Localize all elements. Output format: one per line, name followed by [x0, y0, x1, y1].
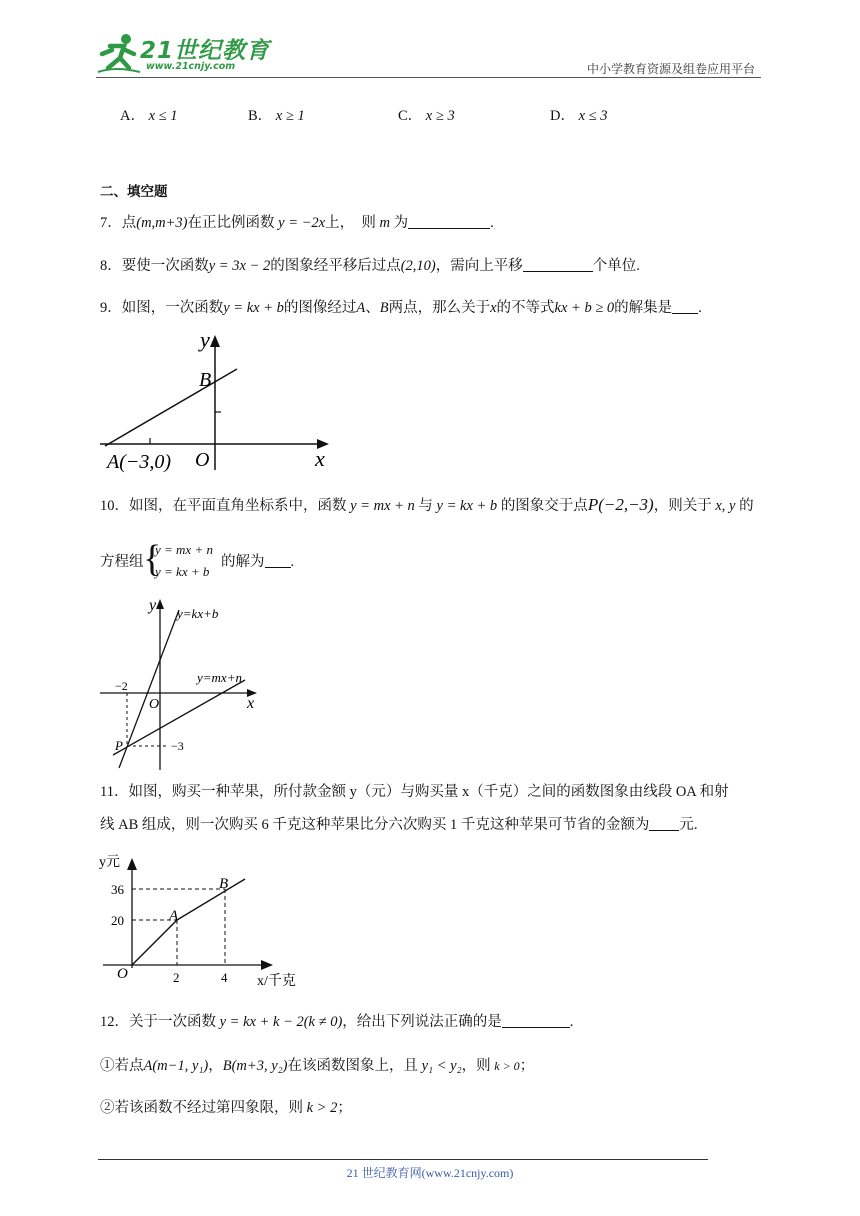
q9-label-b: B [199, 369, 212, 391]
q10-tail: 的解为 . [221, 554, 295, 570]
q11-label-y: y元 [99, 855, 120, 870]
logo-text: 21世纪教育 [140, 38, 271, 64]
q9-label-x: x [315, 446, 325, 471]
question-9: 9．如图，一次函数y = kx + b的图像经过A、B两点，那么关于x的不等式kx + b ≥ 0的解集是 . [100, 300, 702, 316]
q11-label-36: 36 [111, 882, 124, 897]
question-11-line-1: 11．如图，购买一种苹果，所付款金额 y（元）与购买量 x（千克）之间的函数图象由线段 OA 和射 [100, 784, 729, 800]
q10-y-arrow [156, 599, 164, 609]
q11-label-20: 20 [111, 913, 124, 928]
q11-label-b: B [219, 876, 229, 892]
choice-d: D． x ≤ 3 [550, 108, 608, 124]
question-8: 8．要使一次函数y = 3x − 2的图象经平移后过点(2,10)，需向上平移 个单位. [100, 258, 640, 274]
question-10-line-1: 10．如图，在平面直角坐标系中，函数 y = mx + n 与 y = kx + b 的图象交于点P(−2,−3)，则关于 x, y 的 [100, 495, 754, 514]
q10-label-y: y [149, 597, 157, 614]
q11-segment-oa [132, 920, 177, 965]
q10-label-minus3: −3 [171, 739, 184, 753]
q11-label-a: A [169, 908, 179, 924]
q10-label-mx: y=mx+n [197, 670, 242, 685]
choice-a: A． x ≤ 1 [120, 108, 178, 124]
q10-eq1: y = mx + n [155, 542, 213, 557]
q11-label-4: 4 [221, 970, 228, 985]
footer-divider [98, 1159, 708, 1160]
q11-label-x: x/千克 [257, 974, 296, 989]
q10-eq2: y = kx + b [155, 564, 210, 579]
q9-y-arrow [210, 335, 220, 347]
choice-c: C． x ≥ 3 [398, 108, 455, 124]
logo-runner-icon [96, 32, 142, 76]
q11-x-arrow [261, 960, 273, 970]
q9-label-o: O [195, 449, 210, 471]
q10-label-x: x [247, 695, 255, 712]
q11-ray-ab [177, 879, 245, 920]
q9-label-y: y [200, 330, 210, 352]
q11-label-o: O [117, 966, 128, 982]
platform-name: 中小学教育资源及组卷应用平台 [586, 62, 755, 76]
q10-line-kx [119, 610, 179, 768]
logo-url: www.21cnjy.com [146, 61, 236, 72]
q12-statement-1: ①若点A(m−1, y₁)，B(m+3, y₂)在该函数图象上，且 y₁ < y₂，则 k > 0； [100, 1058, 535, 1074]
q10-graph [95, 592, 270, 774]
footer-text[interactable]: 21 世纪教育网(www.21cnjy.com) [346, 1166, 514, 1180]
question-11-line-2: 线 AB 组成，则一次购买 6 千克这种苹果比分六次购买 1 千克这种苹果可节省的金额为 元. [100, 817, 698, 833]
q10-system-brace: { [143, 538, 162, 580]
q10-label-p: P [115, 738, 123, 753]
q10-label-minus2: −2 [115, 679, 128, 693]
section-title: 二、填空题 [100, 184, 168, 200]
q11-label-2: 2 [173, 970, 180, 985]
q10-label-kx: y=kx+b [177, 606, 219, 621]
header-divider [96, 77, 761, 78]
question-12: 12．关于一次函数 y = kx + k − 2(k ≠ 0)，给出下列说法正确的是 . [100, 1014, 574, 1030]
q11-y-arrow [127, 858, 137, 870]
header [96, 30, 761, 78]
q9-graph [95, 330, 340, 475]
q11-graph [95, 850, 310, 990]
q12-statement-2: ②若该函数不经过第四象限，则 k > 2； [100, 1100, 352, 1116]
question-10-line-2: 方程组 [100, 554, 144, 570]
choice-b: B． x ≥ 1 [248, 108, 305, 124]
q9-function-line [105, 369, 237, 446]
q9-label-a: A(−3,0) [107, 451, 172, 473]
q10-label-o: O [149, 697, 160, 712]
question-7: 7．点(m,m+3)在正比例函数 y = −2x上， 则 m 为 . [100, 215, 494, 231]
